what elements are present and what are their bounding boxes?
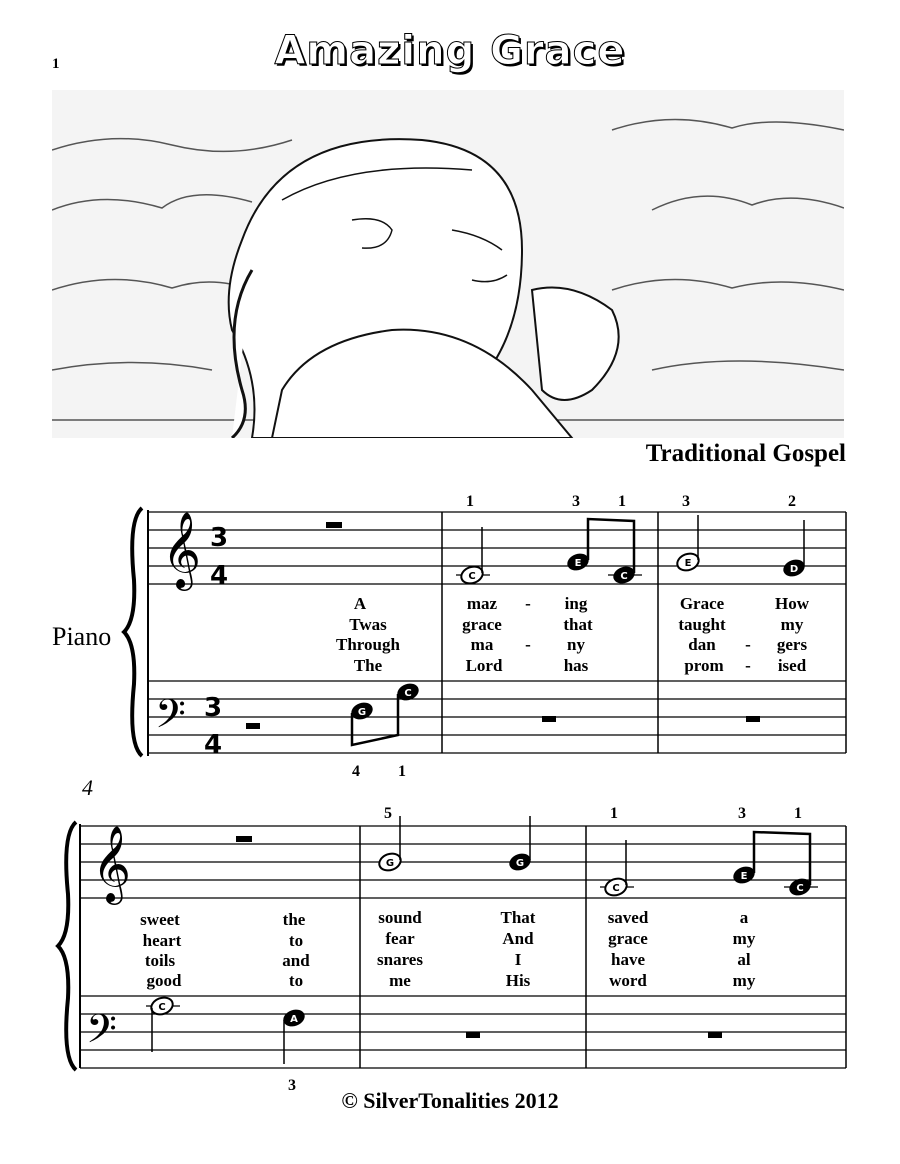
lyric: And <box>502 929 534 948</box>
svg-text:C: C <box>468 571 476 582</box>
lyric: has <box>563 656 589 675</box>
lyric: - <box>525 594 531 613</box>
note-bass-c <box>149 995 175 1052</box>
page-number: 1 <box>52 56 60 72</box>
time-sig-top: 3 <box>204 693 223 723</box>
svg-text:C: C <box>612 883 620 894</box>
treble-clef-icon: 𝄞 <box>92 825 132 902</box>
treble-clef-icon: 𝄞 <box>162 511 202 588</box>
lyric: fear <box>385 929 415 948</box>
lyric: dan <box>688 635 716 654</box>
lyric: - <box>525 635 531 654</box>
lyric: That <box>500 908 536 927</box>
lyric: to <box>288 971 304 990</box>
fingering: 1 <box>466 493 474 510</box>
measure-number: 4 <box>82 775 93 800</box>
note-treble-d <box>781 520 807 579</box>
lyric: A <box>353 594 367 613</box>
lyric: sweet <box>140 910 180 929</box>
lyric: and <box>282 951 310 970</box>
svg-text:D: D <box>789 564 799 575</box>
lyric: word <box>609 971 647 990</box>
svg-text:C: C <box>796 883 804 894</box>
lyric: toils <box>144 951 176 970</box>
fingering: 3 <box>572 493 580 510</box>
fingering: 1 <box>398 763 406 780</box>
note-treble-g <box>377 816 403 873</box>
svg-text:G: G <box>385 858 395 869</box>
system-2 <box>58 775 846 1094</box>
lyric: - <box>745 635 751 654</box>
lyric: me <box>389 971 411 990</box>
lyric: prom <box>684 656 724 675</box>
note-treble-c <box>459 527 485 586</box>
lyric: snares <box>377 950 423 969</box>
brace <box>124 508 142 756</box>
lyric: Grace <box>679 594 725 613</box>
fingering: 2 <box>788 493 796 510</box>
lyric: ma <box>470 635 494 654</box>
note-treble-e <box>675 515 701 573</box>
note-bass-a <box>281 1007 307 1064</box>
lyric: my <box>732 929 756 948</box>
whole-rest <box>746 716 760 722</box>
copyright-notice: © SilverTonalities 2012 <box>341 1088 559 1113</box>
lyric: Through <box>336 635 400 654</box>
lyric: - <box>745 656 751 675</box>
bass-clef-icon: 𝄢 <box>155 691 186 747</box>
svg-text:C: C <box>620 571 628 582</box>
fingering: 1 <box>618 493 626 510</box>
lyric: grace <box>462 615 502 634</box>
composer-credit: Traditional Gospel <box>645 440 846 467</box>
lyric: His <box>505 971 531 990</box>
half-rest <box>326 522 342 528</box>
svg-text:G: G <box>357 707 367 718</box>
lyric: the <box>282 910 306 929</box>
treble-staff <box>148 512 846 584</box>
note-treble-g <box>507 816 533 873</box>
lyric: maz <box>466 594 498 613</box>
svg-text:E: E <box>684 558 692 569</box>
lyric: good <box>146 971 182 990</box>
svg-text:E: E <box>740 871 748 882</box>
lyric: Lord <box>465 656 503 675</box>
bass-staff <box>148 681 846 753</box>
time-sig-bottom: 4 <box>210 561 229 591</box>
lyric: have <box>611 950 645 969</box>
fingering: 4 <box>352 763 360 780</box>
lyric: al <box>737 950 751 969</box>
lyric: How <box>775 594 809 613</box>
lyric: a <box>739 908 749 927</box>
fingering: 3 <box>288 1077 296 1094</box>
lyrics-system-1 <box>336 594 810 675</box>
fingering: 5 <box>384 805 392 822</box>
instrument-label: Piano <box>52 622 112 651</box>
beam <box>352 694 398 745</box>
lyric: heart <box>142 931 182 950</box>
whole-rest <box>708 1032 722 1038</box>
lyric: that <box>563 615 593 634</box>
lyric: grace <box>608 929 648 948</box>
fingering: 3 <box>738 805 746 822</box>
lyric: to <box>288 931 304 950</box>
lyrics-system-2 <box>140 908 756 990</box>
system-1 <box>52 493 846 780</box>
lyric: ny <box>567 635 585 654</box>
bass-clef-icon: 𝄢 <box>86 1006 117 1062</box>
svg-text:C: C <box>158 1002 166 1013</box>
half-rest <box>246 723 260 729</box>
whole-rest <box>542 716 556 722</box>
lyric: gers <box>776 635 808 654</box>
svg-text:A: A <box>290 1014 298 1025</box>
half-rest <box>236 836 252 842</box>
lyric: my <box>732 971 756 990</box>
treble-staff <box>80 826 846 898</box>
lyric: saved <box>607 908 649 927</box>
fingering: 3 <box>682 493 690 510</box>
brace <box>58 822 76 1070</box>
svg-text:E: E <box>574 558 582 569</box>
lyric: Twas <box>349 615 387 634</box>
song-title: Amazing Grace <box>274 28 626 74</box>
whole-rest <box>466 1032 480 1038</box>
svg-text:C: C <box>404 688 412 699</box>
lyric: ing <box>564 594 588 613</box>
lyric: ised <box>777 656 807 675</box>
lyric: I <box>514 950 522 969</box>
bass-staff <box>80 996 846 1068</box>
time-sig-top: 3 <box>210 523 229 553</box>
fingering: 1 <box>610 805 618 822</box>
fingering: 1 <box>794 805 802 822</box>
beam <box>754 832 810 885</box>
note-treble-c <box>603 840 629 898</box>
lyric: sound <box>378 908 422 927</box>
lyric: The <box>353 656 383 675</box>
beam <box>588 519 634 573</box>
svg-text:G: G <box>515 858 525 869</box>
time-sig-bottom: 4 <box>204 730 223 760</box>
lyric: my <box>780 615 804 634</box>
lyric: taught <box>678 615 726 634</box>
